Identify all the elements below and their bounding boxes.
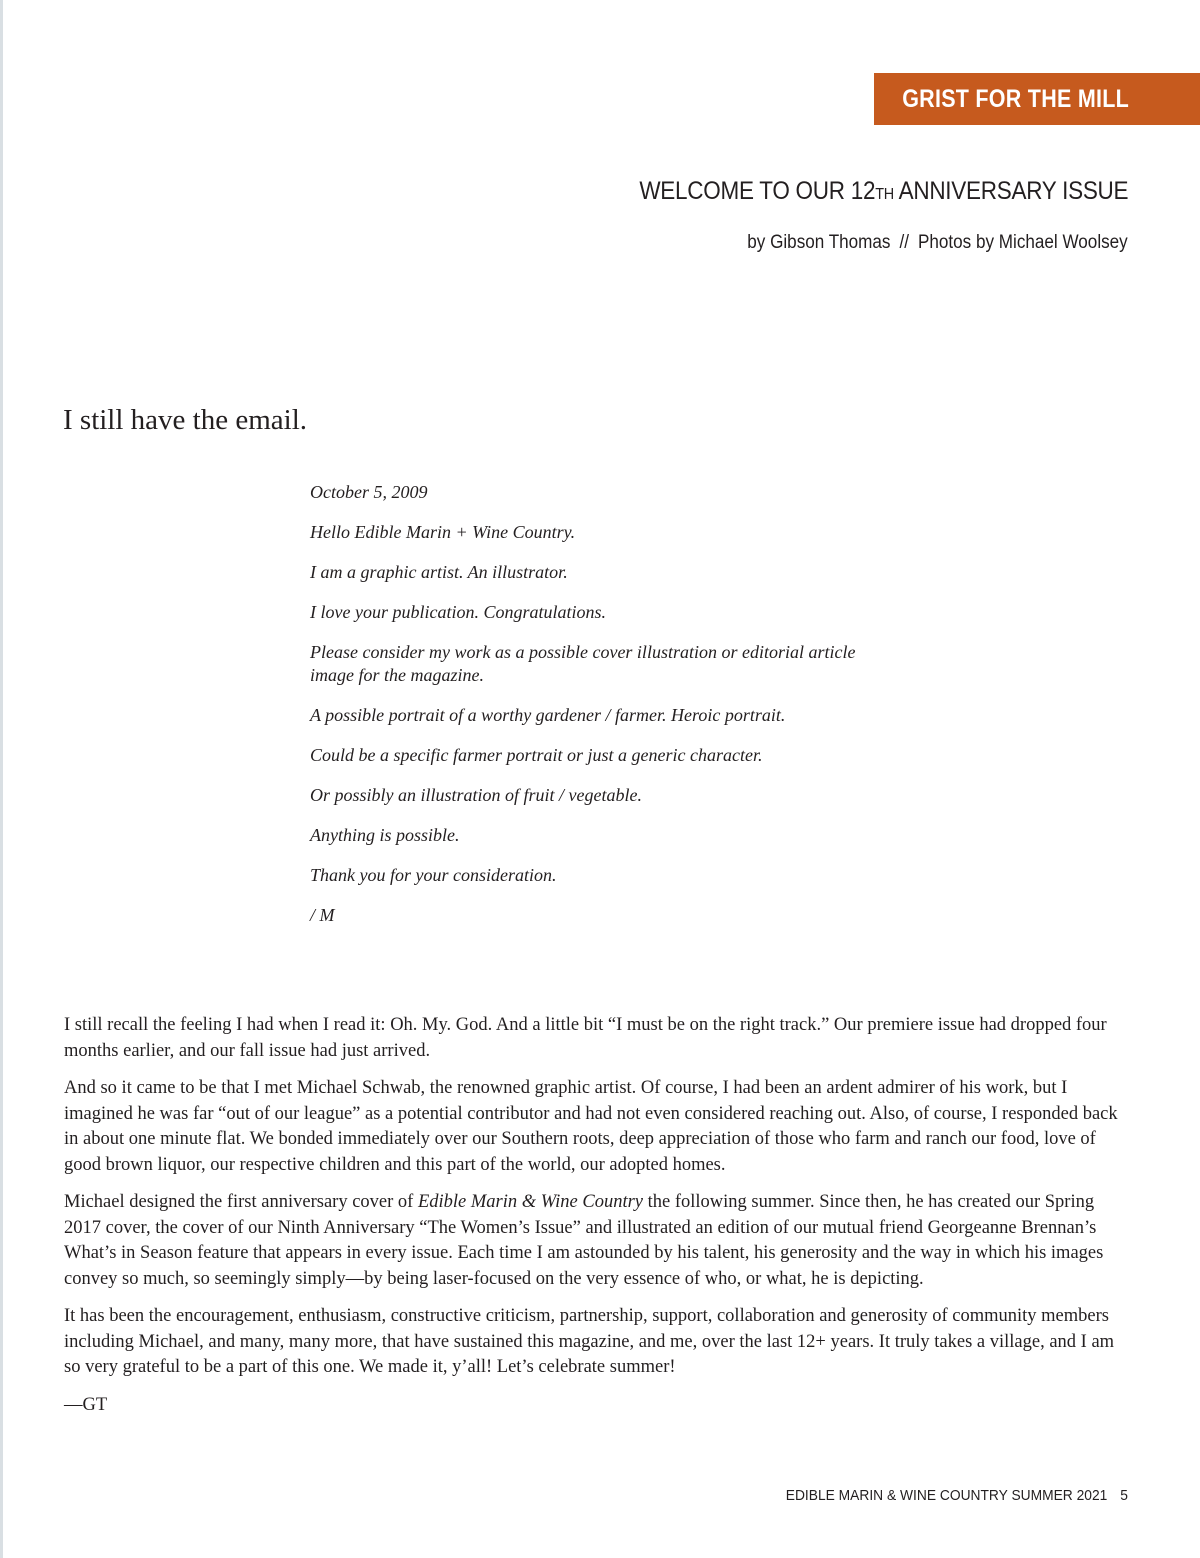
footer-publication: EDIBLE MARIN & WINE COUNTRY SUMMER 2021 (785, 1487, 1108, 1504)
article-title (639, 177, 1128, 206)
byline (748, 232, 1128, 254)
page-edge-line (0, 0, 3, 1558)
body-paragraph: It has been the encouragement, enthusiasm, constructive criticism, partnership, support, collaboration and generosity of community members including Michael, and many, many more, that have sustained this magazine, and me, over the last 12+ years. It truly takes a village, and I am so very grateful to be a part of this one. We made it, y’all! Let’s celebrate summer! (64, 1306, 1115, 1377)
paragraph-text: the following summer. Since then, he has created our Spring 2017 cover, the cover of our Ninth Anniversary “The Women’s Issue” and illustrated an edition of our mutual friend Georgeanne Brennan’s What’s in Season feature that appears in every issue. Each time I am astounded by his talent, his generosity and the way in which his images convey so much, so seemingly simply—by being laser-focused on the very essence of who, or what, he is depicting. (64, 1192, 1104, 1289)
email-line: I love your publication. Congratulations. (310, 602, 606, 622)
email-line: Thank you for your consideration. (310, 865, 557, 885)
body-paragraph: I still recall the feeling I had when I read it: Oh. My. God. And a little bit “I must be on the right track.” Our premiere issue had dropped four months earlier, and our fall issue had just arrived. (64, 1015, 1107, 1061)
author-signoff: —GT (64, 1394, 108, 1415)
email-line: Please consider my work as a possible cover illustration or editorial article image for the magazine. (310, 642, 856, 685)
email-date: October 5, 2009 (310, 482, 428, 502)
article-title-start: WELCOME TO OUR 12 (639, 177, 875, 205)
article-body (64, 1013, 1124, 1430)
email-greeting: Hello Edible Marin + Wine Country. (310, 522, 576, 542)
email-line: I am a graphic artist. An illustrator. (310, 562, 568, 582)
email-line: A possible portrait of a worthy gardener / farmer. Heroic portrait. (310, 705, 786, 725)
email-line: Anything is possible. (310, 825, 460, 845)
byline-photos: Photos by Michael Woolsey (918, 232, 1128, 253)
article-title-ordinal: TH (874, 186, 894, 203)
byline-separator: // (899, 232, 910, 253)
page-footer (786, 1487, 1128, 1504)
article-title-end: ANNIVERSARY ISSUE (893, 177, 1128, 205)
section-tab (874, 73, 1200, 125)
byline-author: by Gibson Thomas (747, 232, 891, 253)
paragraph-text: Michael designed the first anniversary cover of (64, 1192, 418, 1212)
quoted-email (310, 481, 890, 944)
publication-name: Edible Marin & Wine Country (417, 1192, 644, 1212)
email-line: Or possibly an illustration of fruit / vegetable. (310, 785, 642, 805)
lead-line: I still have the email. (63, 404, 308, 436)
page-number: 5 (1120, 1487, 1128, 1504)
section-tab-label: GRIST FOR THE MILL (902, 84, 1129, 113)
body-paragraph: And so it came to be that I met Michael Schwab, the renowned graphic artist. Of course, I had been an ardent admirer of his work, but I imagined he was far “out of our league” as a potential contributor and had not even considered reaching out. Also, of course, I responded back in about one minute flat. We bonded immediately over our Southern roots, deep appreciation of those who farm and ranch our food, love of good brown liquor, our respective children and this part of the world, our adopted homes. (64, 1078, 1118, 1175)
body-paragraph (64, 1190, 1124, 1292)
email-line: Could be a specific farmer portrait or just a generic character. (310, 745, 763, 765)
email-signature: / M (310, 905, 335, 925)
